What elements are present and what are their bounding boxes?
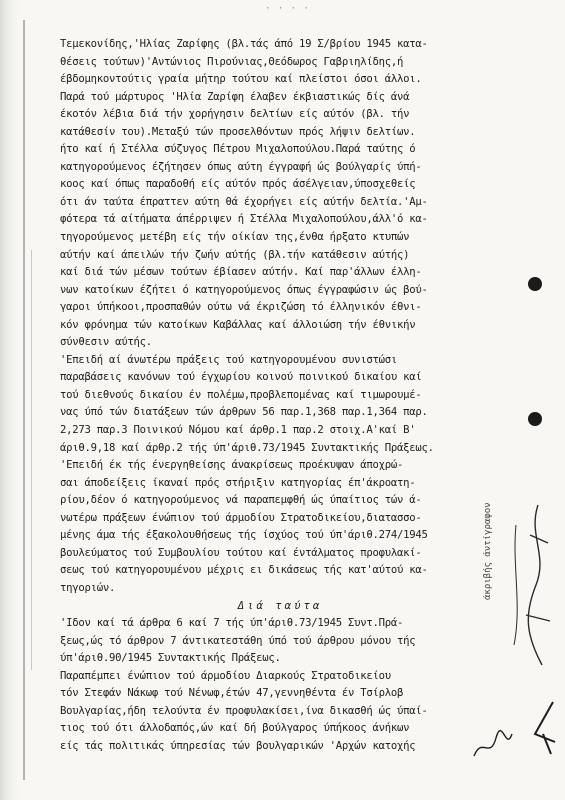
text-line: γαροι ύπήκοοι,προσπαθών ούτω νά έκριζώση τό έλληνικόν έθνι-: [60, 301, 422, 314]
text-line: έβδομηκοντούτις γραία μήτηρ τούτου καί πλείστοι όσοι άλλοι.: [60, 73, 422, 86]
signature-mark: [508, 495, 560, 705]
text-line: αύτήν καί άπειλών τήν ζωήν αύτής (βλ.τήν κατάθεσιν αύτής): [60, 248, 410, 261]
text-line: ότι άν ταύτα έπραττεν αύτη θά έχορήγει είς αύτήν δελτία.'Αμ-: [60, 195, 428, 208]
text-line: νωτέρω πράξεων ένώπιον τού άρμοδίου Στρατοδικείου,διατασσο-: [60, 511, 422, 524]
text-line: σεως τού κατηγορουμένου μέχρις ει δικάσεως τής κατ'αύτού κα-: [60, 564, 428, 577]
text-line: 'Επειδή έκ τής ένεργηθείσης άνακρίσεως προέκυψαν άποχρώ-: [60, 459, 404, 472]
text-line: ρίου,δέον ό κατηγορούμενος νά παραπεμφθή ώς ύπαίτιος τών ά-: [60, 494, 422, 507]
paragraph-5: [60, 668, 500, 756]
text-line: σαι άποδείξεις ίκαναί πρός στήριξιν κατηγορίας έπ'άκροατη-: [60, 476, 416, 489]
text-line: κοος καί όπως παραδοθή είς αύτόν πρός άσέλγειαν,ύποσχεθείς: [60, 178, 416, 191]
text-line: 'Ιδον καί τά άρθρα 6 καί 7 τής ύπ'άριθ.73/1945 Συντ.Πρά-: [60, 617, 404, 630]
text-line: Παρά τού μάρτυρος 'Ηλία Ζαρίφη έλαβεν έκβιαστικώς δίς άνά: [60, 90, 410, 103]
text-line: βουλεύματος τού Συμβουλίου τούτου καί έντάλματος προφυλακί-: [60, 546, 422, 559]
left-binding-rule: [23, 20, 25, 780]
text-line: 'Επειδή αί άνωτέρω πράξεις τού κατηγορουμένου συνιστώσι: [60, 353, 398, 366]
text-line: ήτο καί ή Στέλλα σύζυγος Πέτρου Μιχαλοπούλου.Παρά ταύτης ό: [60, 143, 416, 156]
text-line: κατηγορούμενος έζήτησεν όπως αύτη έγγραφή ώς βούλγαρίς ύπή-: [60, 160, 422, 173]
paragraph-4: [60, 615, 500, 668]
corner-scribble: [470, 726, 515, 766]
left-margin-rule: [31, 250, 32, 670]
text-line: σύνθεσιν αύτής.: [60, 336, 152, 349]
punch-hole: [528, 277, 542, 291]
paragraph-2: [60, 352, 500, 457]
side-note: άκριβής άντίγραφον: [483, 502, 493, 600]
text-line: τηγοριών.: [60, 581, 116, 594]
text-line: τού διεθνούς δικαίου έν πολέμω,προβλεπομένας καί τιμωρουμέ-: [60, 388, 422, 401]
text-line: Παραπέμπει ένώπιον τού άρμοδίου Διαρκούς Στρατοδικείου: [60, 669, 391, 682]
punch-hole: [528, 412, 542, 426]
text-line: νας ύπό τών διατάξεων τών άρθρων 56 παρ.1,368 παρ.1,364 παρ.: [60, 406, 428, 419]
text-line: νων κατοίκων έζήτει ό κατηγορούμενος όπως έγγραφώσιν ώς βού-: [60, 283, 428, 296]
header-mark: · · · ·: [265, 4, 310, 14]
text-line: θέσεις τούτων)'Αντώνιος Πιρούνιας,Θεόδωρος Γαβριηλίδης,ή: [60, 55, 404, 68]
text-line: μένης άμα τής έξακολουθήσεως τής ίσχύος τού ύπ'άριθ.274/1945: [60, 529, 428, 542]
paragraph-1: [60, 36, 500, 352]
text-line: Βουλγαρίας,ήδη τελούντα έν προφυλακίσει,ίνα δικασθή ώς ύπαί-: [60, 704, 428, 717]
text-line: ύπ'άριθ.90/1945 Συντακτικής Πράξεως.: [60, 652, 281, 665]
text-line: παραβάσεις κανόνων τού έγχωρίου κοινού ποινικού δικαίου καί: [60, 371, 422, 384]
text-line: 2,273 παρ.3 Ποινικού Νόμου καί άρθρ.1 παρ.2 στοιχ.Α'καί Β': [60, 424, 416, 437]
section-heading: Διά ταύτα: [237, 599, 323, 612]
corner-mark: [525, 698, 561, 758]
text-line: κατάθεσίν του).Μεταξύ τών προσελθόντων πρός λήψιν δελτίων.: [60, 125, 416, 138]
text-line: καί διά τών μέσων τούτων έβίασεν αύτήν. Καί παρ'άλλων έλλη-: [60, 266, 422, 279]
text-line: Τεμεκονίδης,'Ηλίας Ζαρίφης (βλ.τάς άπό 19 Σ/βρίου 1945 κατα-: [60, 38, 428, 50]
text-line: άριθ.9,18 καί άρθρ.2 τής ύπ'άριθ.73/1945 Συντακτικής Πράξεως.: [60, 441, 434, 454]
document-body: [60, 36, 500, 755]
text-line: τηγορούμενος μετέβη είς τήν οίκίαν της,ένθα ήρξατο κτυπών: [60, 231, 410, 244]
text-line: ξεως,ώς τό άρθρον 7 άντικατεστάθη ύπό τού άρθρου μόνου τής: [60, 634, 416, 647]
text-line: είς τάς πολιτικάς ύπηρεσίας τών βουλγαρικών 'Αρχών κατοχής: [60, 739, 416, 752]
text-line: τιος τού ότι άλλοδαπός,ών καί δή βούλγαρος ύπήκοος άνήκων: [60, 722, 410, 735]
text-line: φότερα τά αίτήματα άπέρριψεν ή Στέλλα Μιχαλοπούλου,άλλ'ό κα-: [60, 213, 428, 226]
text-line: έκοτόν λέβια διά τήν χορήγησιν δελτίων είς αύτόν (βλ. τήν: [60, 108, 410, 121]
paragraph-3: [60, 457, 500, 597]
text-line: κόν φρόνημα τών κατοίκων Καβάλλας καί άλλοιώση τήν έθνικήν: [60, 318, 416, 331]
text-line: τόν Στεφάν Νάκωφ τού Νένωφ,έτών 47,γεννηθέντα έν Τσίρλοβ: [60, 687, 404, 700]
